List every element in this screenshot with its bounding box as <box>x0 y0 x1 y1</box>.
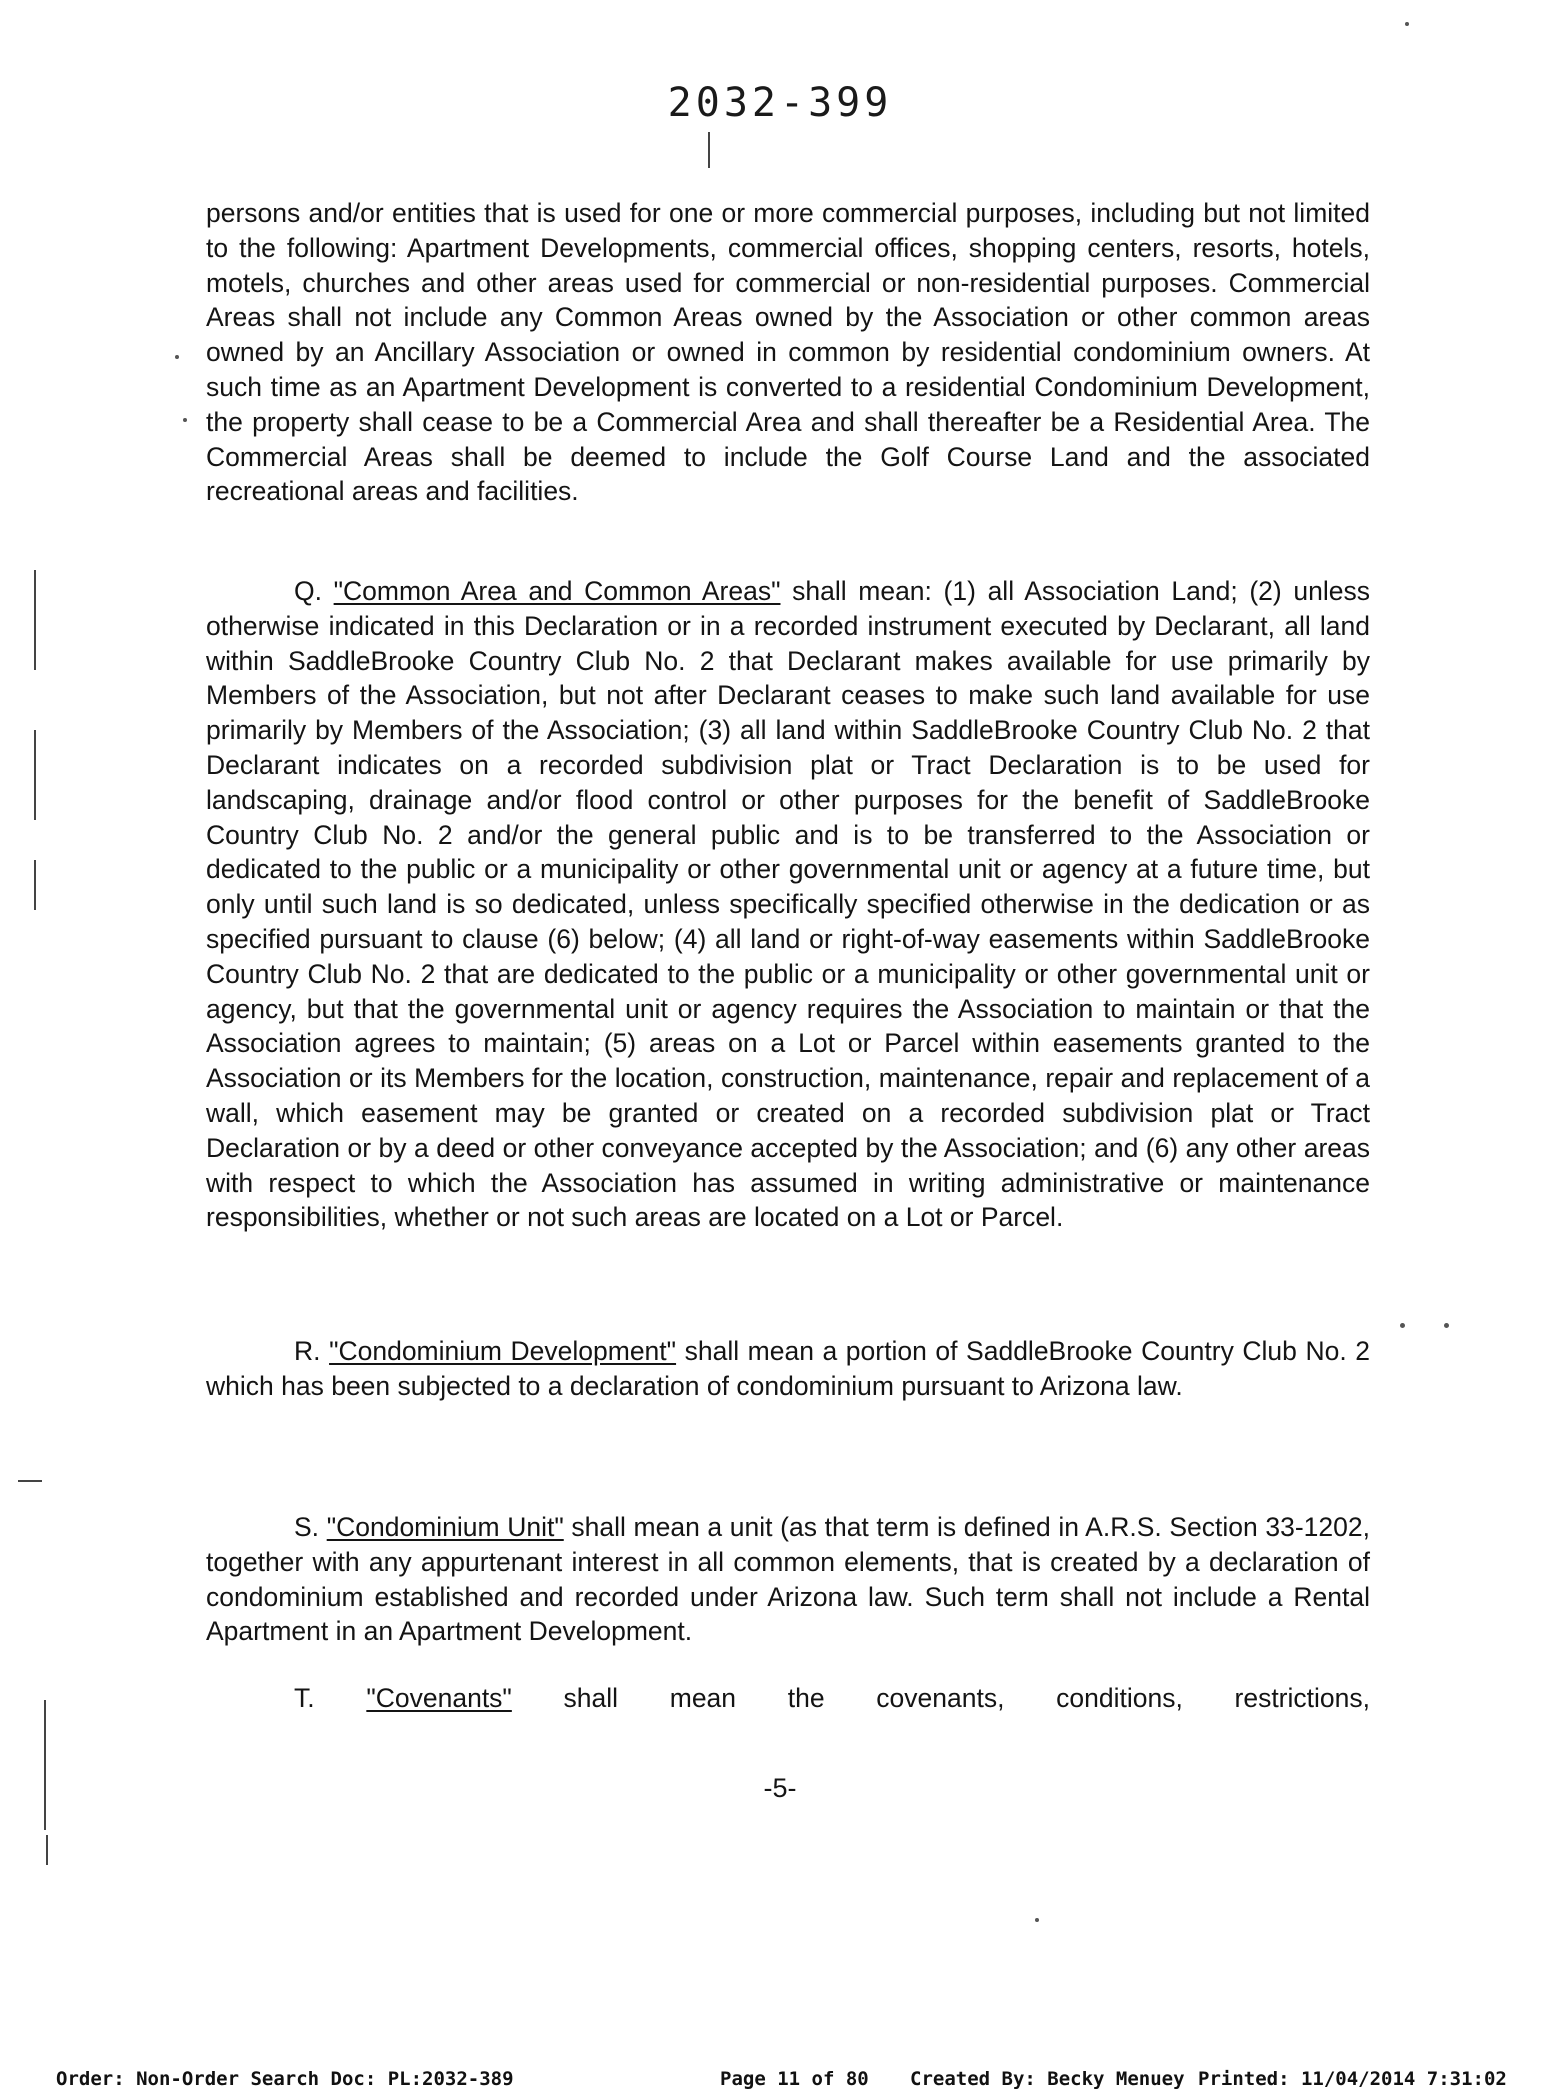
document-number: 2032-399 <box>667 80 893 126</box>
scan-speck <box>1035 1918 1039 1922</box>
scan-margin-mark <box>34 860 36 910</box>
scan-margin-mark <box>18 1480 42 1482</box>
paragraph-commercial-areas-continued: persons and/or entities that is used for one or more commercial purposes, including but not limited to the following: Apartment Developments, commercial offices, shopping centers, resorts, hotels, motels, churches and other areas used for commercial or non-residential purposes. Commercial Areas shall not include any Common Areas owned by the Association or other common areas owned by an Ancillary Association or owned in common by residential condominium owners. At such time as an Apartment Development is converted to a residential Condominium Development, the property shall cease to be a Commercial Area and shall thereafter be a Residential Area. The Commercial Areas shall be deemed to include the Golf Course Land and the associated recreational areas and facilities. <box>206 198 1370 507</box>
paragraph-common-area <box>206 574 1370 1235</box>
footer-created-by: Created By: Becky Menuey <box>910 2068 1185 2090</box>
footer-page: Page 11 of 80 <box>720 2068 869 2090</box>
scan-margin-mark <box>46 1835 48 1865</box>
paragraph-condominium-unit <box>206 1510 1370 1649</box>
scan-margin-mark <box>708 132 710 168</box>
paragraph-label: S. <box>294 1512 320 1542</box>
paragraph-label: R. <box>294 1336 321 1366</box>
page-number: -5- <box>763 1773 797 1803</box>
defined-term: "Condominium Unit" <box>326 1512 564 1542</box>
paragraph-condominium-development <box>206 1334 1370 1404</box>
scan-speck <box>175 355 179 359</box>
definition-text: shall mean a unit (as that term is defined in A.R.S. Section 33-1202, together with any appurtenant interest in all common elements, that is created by a declaration of condominium established and recorded under Arizona law. Such term shall not include a Rental Apartment in an Apartment Development. <box>206 1512 1370 1647</box>
definition-text: shall mean a portion of SaddleBrooke Country Club No. 2 which has been subjected to a declaration of condominium pursuant to Arizona law. <box>206 1336 1370 1401</box>
scan-speck <box>1444 1323 1449 1328</box>
paragraph-label: T. <box>294 1683 315 1713</box>
paragraph-label: Q. <box>294 576 322 606</box>
footer-printed: Printed: 11/04/2014 7:31:02 <box>1198 2068 1507 2090</box>
scan-margin-mark <box>34 570 36 670</box>
definition-text: shall mean the covenants, conditions, restrictions, <box>563 1683 1370 1713</box>
defined-term: "Covenants" <box>366 1683 512 1713</box>
scan-margin-mark <box>34 730 36 820</box>
scan-speck <box>1405 22 1409 26</box>
scan-speck <box>1400 1323 1405 1328</box>
scan-speck <box>183 418 187 422</box>
defined-term: "Common Area and Common Areas" <box>333 576 781 606</box>
definition-text: shall mean: (1) all Association Land; (2) unless otherwise indicated in this Declaration or in a recorded instrument executed by Declarant, all land within SaddleBrooke Country Club No. 2 that Declarant makes available for use primarily by Members of the Association, but not after Declarant ceases to make such land available for use primarily by Members of the Association; (3) all land within SaddleBrooke Country Club No. 2 that Declarant indicates on a recorded subdivision plat or Tract Declaration is to be used for landscaping, drainage and/or flood control or other purposes for the benefit of SaddleBrooke Country Club No. 2 and/or the general public and is to be transferred to the Association or dedicated to the public or a municipality or other governmental unit or agency at a future time, but only until such land is so dedicated, unless specifically specified otherwise in the dedication or as specified pursuant to clause (6) below; (4) all land or right-of-way easements within SaddleBrooke Country Club No. 2 that are dedicated to the public or a municipality or other governmental unit or agency, but that the governmental unit or agency requires the Association to maintain or that the Association agrees to maintain; (5) areas on a Lot or Parcel within easements granted to the Association or its Members for the location, construction, maintenance, repair and replacement of a wall, which easement may be granted or created on a recorded subdivision plat or Tract Declaration or by a deed or other conveyance accepted by the Association; and (6) any other areas with respect to which the Association has assumed in writing administrative or maintenance responsibilities, whether or not such areas are located on a Lot or Parcel. <box>206 576 1370 1233</box>
paragraph-covenants <box>206 1681 1370 1716</box>
scan-margin-mark <box>44 1700 46 1830</box>
defined-term: "Condominium Development" <box>329 1336 677 1366</box>
footer-order: Order: Non-Order Search Doc: PL:2032-389 <box>56 2068 514 2090</box>
footer-bar <box>0 2068 1560 2098</box>
